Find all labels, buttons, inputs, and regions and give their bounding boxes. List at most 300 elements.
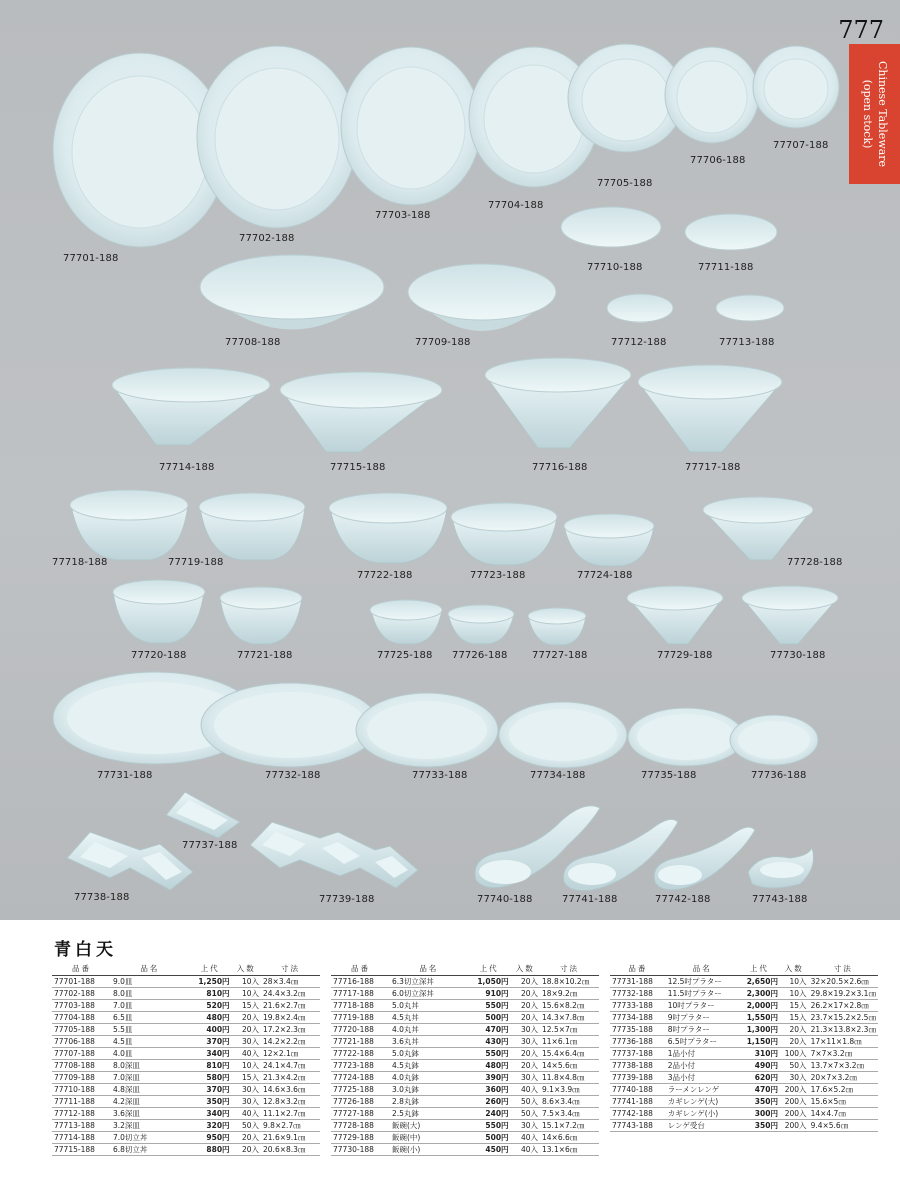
- item-dimensions: 21.6×9.1㎝: [261, 1132, 320, 1144]
- item-name: 4.0皿: [111, 1048, 189, 1060]
- bowl-77717: [638, 365, 782, 452]
- item-dimensions: 26.2×17×2.8㎝: [809, 1000, 878, 1012]
- bowl-77723: [451, 503, 557, 565]
- item-price: 340円: [189, 1048, 232, 1060]
- item-price: 620円: [739, 1072, 780, 1084]
- section-tab-line1: Chinese Tableware: [875, 60, 889, 168]
- table-row: [610, 1084, 878, 1096]
- item-code: 77743-188: [610, 1120, 666, 1132]
- item-quantity: 20入: [780, 1036, 809, 1048]
- item-price: 880円: [189, 1144, 232, 1156]
- item-dimensions: 20.6×8.3㎝: [261, 1144, 320, 1156]
- table-row: [52, 1108, 320, 1120]
- item-code: 77706-188: [52, 1036, 111, 1048]
- item-code: 77723-188: [331, 1060, 390, 1072]
- item-name: 11.5吋プラター: [666, 988, 739, 1000]
- item-name: 2品小付: [666, 1060, 739, 1072]
- table-row: [331, 1084, 599, 1096]
- item-name: 6.3切立深丼: [390, 976, 468, 988]
- item-quantity: 30入: [511, 1120, 540, 1132]
- series-title: 青白天: [54, 940, 117, 960]
- item-code: 77735-188: [610, 1024, 666, 1036]
- item-name: 7.0深皿: [111, 1072, 189, 1084]
- item-code: 77720-188: [331, 1024, 390, 1036]
- plate-77706: [665, 47, 759, 143]
- item-name: 7.0切立丼: [111, 1132, 189, 1144]
- column-header: 品名: [111, 962, 189, 976]
- bowl-77719: [199, 493, 305, 560]
- bowl-77724: [564, 514, 654, 566]
- item-name: 4.5皿: [111, 1036, 189, 1048]
- item-quantity: 10入: [232, 988, 261, 1000]
- table-row: [331, 1144, 599, 1156]
- plate-77702: [197, 46, 357, 228]
- table-row: [331, 976, 599, 988]
- product-label: 77729-188: [657, 650, 713, 661]
- item-dimensions: 21.3×13.8×2.3㎝: [809, 1024, 878, 1036]
- item-price: 1,150円: [739, 1036, 780, 1048]
- item-price: 480円: [468, 1060, 511, 1072]
- product-label: 77720-188: [131, 650, 187, 661]
- item-code: 77724-188: [331, 1072, 390, 1084]
- product-label: 77717-188: [685, 462, 741, 473]
- product-label: 77743-188: [752, 894, 808, 905]
- item-name: 6.5吋プラター: [666, 1036, 739, 1048]
- item-price: 2,300円: [739, 988, 780, 1000]
- section-tab-line2: (open stock): [860, 79, 874, 149]
- table-row: [52, 1084, 320, 1096]
- product-label: 77726-188: [452, 650, 508, 661]
- item-name: ラーメンレンゲ: [666, 1084, 739, 1096]
- item-quantity: 200入: [780, 1096, 809, 1108]
- column-header: 上代: [739, 962, 780, 976]
- product-label: 77708-188: [225, 337, 281, 348]
- item-code: 77701-188: [52, 976, 111, 988]
- product-label: 77731-188: [97, 770, 153, 781]
- item-dimensions: 24.4×3.2㎝: [261, 988, 320, 1000]
- item-quantity: 15入: [780, 1000, 809, 1012]
- item-code: 77739-188: [610, 1072, 666, 1084]
- bowl-77722: [329, 493, 447, 563]
- item-price: 340円: [189, 1108, 232, 1120]
- table-header-row: [331, 962, 599, 976]
- item-name: カギレンゲ(大): [666, 1096, 739, 1108]
- item-name: 8吋プラター: [666, 1024, 739, 1036]
- item-dimensions: 14×4.7㎝: [809, 1108, 878, 1120]
- item-price: 320円: [189, 1120, 232, 1132]
- dish-77737: [166, 792, 240, 838]
- item-dimensions: 15.6×8.2㎝: [540, 1000, 599, 1012]
- platter-77736: [730, 715, 818, 765]
- table-row: [331, 1060, 599, 1072]
- item-name: 3.2深皿: [111, 1120, 189, 1132]
- item-price: 400円: [189, 1024, 232, 1036]
- product-label: 77740-188: [477, 894, 533, 905]
- column-header: 寸法: [809, 962, 878, 976]
- item-dimensions: 24.1×4.7㎝: [261, 1060, 320, 1072]
- bowl-77725: [370, 600, 442, 644]
- item-dimensions: 17.6×5.2㎝: [809, 1084, 878, 1096]
- table-row: [610, 976, 878, 988]
- item-dimensions: 8.6×3.4㎝: [540, 1096, 599, 1108]
- table-row: [52, 988, 320, 1000]
- item-code: 77709-188: [52, 1072, 111, 1084]
- table-row: [331, 1108, 599, 1120]
- item-dimensions: 14.3×7.8㎝: [540, 1012, 599, 1024]
- product-label: 77713-188: [719, 337, 775, 348]
- item-quantity: 20入: [511, 988, 540, 1000]
- item-dimensions: 11.8×4.8㎝: [540, 1072, 599, 1084]
- item-dimensions: 15.4×6.4㎝: [540, 1048, 599, 1060]
- item-code: 77734-188: [610, 1012, 666, 1024]
- table-row: [331, 988, 599, 1000]
- item-price: 1,050円: [468, 976, 511, 988]
- item-code: 77738-188: [610, 1060, 666, 1072]
- item-quantity: 20入: [232, 1012, 261, 1024]
- table-row: [331, 1012, 599, 1024]
- item-name: 4.5丸鉢: [390, 1060, 468, 1072]
- rest-77743: [748, 848, 814, 888]
- column-header: 入数: [780, 962, 809, 976]
- bowl-77727: [528, 608, 586, 645]
- product-label: 77707-188: [773, 140, 829, 151]
- product-label: 77711-188: [698, 262, 754, 273]
- product-label: 77709-188: [415, 337, 471, 348]
- item-price: 2,000円: [739, 1000, 780, 1012]
- item-price: 1,300円: [739, 1024, 780, 1036]
- column-header: 上代: [189, 962, 232, 976]
- item-price: 580円: [189, 1072, 232, 1084]
- product-label: 77706-188: [690, 155, 746, 166]
- item-quantity: 30入: [780, 1072, 809, 1084]
- item-price: 370円: [189, 1084, 232, 1096]
- price-table-1: [52, 962, 320, 1156]
- item-dimensions: 15.6×5㎝: [809, 1096, 878, 1108]
- spoon-77742: [654, 827, 755, 890]
- item-dimensions: 14.6×3.6㎝: [261, 1084, 320, 1096]
- item-price: 550円: [468, 1048, 511, 1060]
- item-quantity: 30入: [232, 1096, 261, 1108]
- item-dimensions: 13.1×6㎝: [540, 1144, 599, 1156]
- table-row: [52, 1036, 320, 1048]
- item-dimensions: 9.8×2.7㎝: [261, 1120, 320, 1132]
- column-header: 寸法: [540, 962, 599, 976]
- table-row: [331, 1120, 599, 1132]
- item-dimensions: 15.1×7.2㎝: [540, 1120, 599, 1132]
- bowl-77721: [220, 587, 302, 644]
- product-label: 77712-188: [611, 337, 667, 348]
- item-code: 77715-188: [52, 1144, 111, 1156]
- item-code: 77736-188: [610, 1036, 666, 1048]
- item-quantity: 20入: [232, 1132, 261, 1144]
- item-code: 77730-188: [331, 1144, 390, 1156]
- item-code: 77742-188: [610, 1108, 666, 1120]
- item-quantity: 10入: [780, 976, 809, 988]
- deep-plate-77711: [685, 214, 777, 250]
- item-dimensions: 17.2×2.3㎝: [261, 1024, 320, 1036]
- item-price: 1,550円: [739, 1012, 780, 1024]
- item-name: 2.5丸鉢: [390, 1108, 468, 1120]
- item-price: 950円: [189, 1132, 232, 1144]
- item-code: 77722-188: [331, 1048, 390, 1060]
- item-code: 77727-188: [331, 1108, 390, 1120]
- item-quantity: 20入: [511, 1000, 540, 1012]
- table-row: [610, 1048, 878, 1060]
- table-row: [610, 1036, 878, 1048]
- item-dimensions: 12.5×7㎝: [540, 1024, 599, 1036]
- item-name: 4.5丸丼: [390, 1012, 468, 1024]
- deep-plate-77709: [408, 264, 556, 331]
- item-price: 470円: [468, 1024, 511, 1036]
- deep-plate-77710: [561, 207, 661, 248]
- item-dimensions: 11×6.1㎝: [540, 1036, 599, 1048]
- product-label: 77710-188: [587, 262, 643, 273]
- bowl-77730: [742, 586, 838, 644]
- bowl-77716: [485, 358, 632, 448]
- item-quantity: 50入: [511, 1096, 540, 1108]
- column-header: 寸法: [261, 962, 320, 976]
- item-dimensions: 32×20.5×2.6㎝: [809, 976, 878, 988]
- table-row: [52, 1144, 320, 1156]
- product-label: 77735-188: [641, 770, 697, 781]
- table-header-row: [610, 962, 878, 976]
- item-name: 9.0皿: [111, 976, 189, 988]
- item-price: 350円: [739, 1120, 780, 1132]
- product-label: 77705-188: [597, 178, 653, 189]
- item-name: 6.0切立深丼: [390, 988, 468, 1000]
- item-quantity: 20入: [780, 1024, 809, 1036]
- column-header: 品名: [390, 962, 468, 976]
- item-price: 910円: [468, 988, 511, 1000]
- product-label: 77715-188: [330, 462, 386, 473]
- item-name: 飯碗(大): [390, 1120, 468, 1132]
- dish-77738: [67, 832, 193, 890]
- table-row: [331, 1096, 599, 1108]
- product-label: 77741-188: [562, 894, 618, 905]
- bowl-77714: [112, 368, 270, 445]
- column-header: 品名: [666, 962, 739, 976]
- item-quantity: 20入: [511, 976, 540, 988]
- item-dimensions: 19.8×2.4㎝: [261, 1012, 320, 1024]
- item-name: 4.0丸丼: [390, 1024, 468, 1036]
- item-quantity: 40入: [511, 1084, 540, 1096]
- item-code: 77733-188: [610, 1000, 666, 1012]
- column-header: 上代: [468, 962, 511, 976]
- item-quantity: 40入: [232, 1108, 261, 1120]
- bowl-77728: [703, 497, 813, 560]
- item-code: 77740-188: [610, 1084, 666, 1096]
- product-label: 77730-188: [770, 650, 826, 661]
- table-row: [610, 1072, 878, 1084]
- item-code: 77703-188: [52, 1000, 111, 1012]
- item-quantity: 20入: [511, 1048, 540, 1060]
- item-code: 77717-188: [331, 988, 390, 1000]
- dish-77739: [250, 822, 418, 888]
- item-quantity: 15入: [232, 1000, 261, 1012]
- item-name: 6.8切立丼: [111, 1144, 189, 1156]
- price-table-3: [610, 962, 878, 1132]
- item-code: 77713-188: [52, 1120, 111, 1132]
- table-row: [52, 1060, 320, 1072]
- item-quantity: 30入: [511, 1036, 540, 1048]
- item-dimensions: 23.7×15.2×2.5㎝: [809, 1012, 878, 1024]
- item-price: 310円: [739, 1048, 780, 1060]
- item-price: 450円: [468, 1144, 511, 1156]
- item-name: 4.0丸鉢: [390, 1072, 468, 1084]
- table-row: [52, 1132, 320, 1144]
- product-label: 77737-188: [182, 840, 238, 851]
- product-label: 77736-188: [751, 770, 807, 781]
- product-label: 77719-188: [168, 557, 224, 568]
- item-name: 6.5皿: [111, 1012, 189, 1024]
- platter-77735: [628, 708, 744, 766]
- product-label: 77742-188: [655, 894, 711, 905]
- item-name: 4.8深皿: [111, 1084, 189, 1096]
- platter-77734: [499, 702, 627, 768]
- item-dimensions: 12×2.1㎝: [261, 1048, 320, 1060]
- item-code: 77716-188: [331, 976, 390, 988]
- item-dimensions: 7.5×3.4㎝: [540, 1108, 599, 1120]
- table-row: [610, 1000, 878, 1012]
- item-name: 飯碗(小): [390, 1144, 468, 1156]
- item-code: 77731-188: [610, 976, 666, 988]
- column-header: 品番: [331, 962, 390, 976]
- item-code: 77711-188: [52, 1096, 111, 1108]
- item-quantity: 15入: [232, 1072, 261, 1084]
- item-quantity: 100入: [780, 1048, 809, 1060]
- item-name: 3.0丸鉢: [390, 1084, 468, 1096]
- product-label: 77734-188: [530, 770, 586, 781]
- item-quantity: 30入: [511, 1072, 540, 1084]
- item-name: 4.2深皿: [111, 1096, 189, 1108]
- item-dimensions: 11.1×2.7㎝: [261, 1108, 320, 1120]
- table-row: [331, 1024, 599, 1036]
- platter-77732: [201, 683, 379, 767]
- product-label: 77739-188: [319, 894, 375, 905]
- item-dimensions: 14.2×2.2㎝: [261, 1036, 320, 1048]
- item-code: 77728-188: [331, 1120, 390, 1132]
- item-dimensions: 18.8×10.2㎝: [540, 976, 599, 988]
- table-row: [52, 1012, 320, 1024]
- table-row: [52, 1048, 320, 1060]
- bowl-77726: [448, 605, 514, 644]
- table-row: [610, 1120, 878, 1132]
- table-row: [52, 1120, 320, 1132]
- item-code: 77702-188: [52, 988, 111, 1000]
- item-price: 480円: [189, 1012, 232, 1024]
- product-label: 77714-188: [159, 462, 215, 473]
- item-dimensions: 9.1×3.9㎝: [540, 1084, 599, 1096]
- item-quantity: 10入: [232, 1060, 261, 1072]
- item-name: 3品小付: [666, 1072, 739, 1084]
- item-quantity: 50入: [511, 1108, 540, 1120]
- item-code: 77737-188: [610, 1048, 666, 1060]
- item-price: 370円: [189, 1036, 232, 1048]
- item-dimensions: 9.4×5.6㎝: [809, 1120, 878, 1132]
- product-label: 77733-188: [412, 770, 468, 781]
- item-price: 350円: [739, 1096, 780, 1108]
- item-price: 390円: [468, 1072, 511, 1084]
- item-price: 470円: [739, 1084, 780, 1096]
- product-label: 77718-188: [52, 557, 108, 568]
- item-dimensions: 13.7×7×3.2㎝: [809, 1060, 878, 1072]
- item-price: 520円: [189, 1000, 232, 1012]
- item-name: 10吋プラター: [666, 1000, 739, 1012]
- item-price: 360円: [468, 1084, 511, 1096]
- item-quantity: 10入: [232, 976, 261, 988]
- product-label: 77722-188: [357, 570, 413, 581]
- product-label: 77716-188: [532, 462, 588, 473]
- deep-plate-77713: [716, 295, 784, 321]
- item-name: 飯碗(中): [390, 1132, 468, 1144]
- item-name: 5.0丸丼: [390, 1000, 468, 1012]
- item-price: 1,250円: [189, 976, 232, 988]
- table-row: [52, 976, 320, 988]
- item-quantity: 200入: [780, 1084, 809, 1096]
- table-row: [610, 1060, 878, 1072]
- item-code: 77710-188: [52, 1084, 111, 1096]
- item-dimensions: 14×5.6㎝: [540, 1060, 599, 1072]
- item-price: 550円: [468, 1120, 511, 1132]
- table-row: [52, 1024, 320, 1036]
- item-quantity: 30入: [232, 1084, 261, 1096]
- product-label: 77738-188: [74, 892, 130, 903]
- item-code: 77704-188: [52, 1012, 111, 1024]
- product-label: 77732-188: [265, 770, 321, 781]
- table-row: [331, 1132, 599, 1144]
- column-header: 入数: [232, 962, 261, 976]
- item-quantity: 30入: [511, 1024, 540, 1036]
- item-dimensions: 18×9.2㎝: [540, 988, 599, 1000]
- section-tab: [849, 44, 900, 184]
- item-code: 77732-188: [610, 988, 666, 1000]
- item-dimensions: 29.8×19.2×3.1㎝: [809, 988, 878, 1000]
- item-name: 3.6丸丼: [390, 1036, 468, 1048]
- price-table-2: [331, 962, 599, 1156]
- product-label: 77724-188: [577, 570, 633, 581]
- item-price: 430円: [468, 1036, 511, 1048]
- item-code: 77726-188: [331, 1096, 390, 1108]
- item-dimensions: 20×7×3.2㎝: [809, 1072, 878, 1084]
- item-name: 12.5吋プラター: [666, 976, 739, 988]
- table-row: [331, 1048, 599, 1060]
- item-quantity: 200入: [780, 1108, 809, 1120]
- page-number: 777: [838, 16, 884, 44]
- item-quantity: 20入: [511, 1060, 540, 1072]
- table-row: [610, 1096, 878, 1108]
- item-price: 550円: [468, 1000, 511, 1012]
- item-name: 3.6深皿: [111, 1108, 189, 1120]
- item-quantity: 40入: [511, 1144, 540, 1156]
- item-dimensions: 14×6.6㎝: [540, 1132, 599, 1144]
- item-price: 490円: [739, 1060, 780, 1072]
- table-row: [52, 1096, 320, 1108]
- item-code: 77729-188: [331, 1132, 390, 1144]
- item-dimensions: 21.6×2.7㎝: [261, 1000, 320, 1012]
- item-name: 8.0深皿: [111, 1060, 189, 1072]
- item-code: 77725-188: [331, 1084, 390, 1096]
- table-row: [331, 1036, 599, 1048]
- item-quantity: 15入: [780, 1012, 809, 1024]
- item-dimensions: 28×3.4㎝: [261, 976, 320, 988]
- item-code: 77719-188: [331, 1012, 390, 1024]
- table-row: [52, 1000, 320, 1012]
- item-price: 810円: [189, 988, 232, 1000]
- table-header-row: [52, 962, 320, 976]
- table-row: [610, 1012, 878, 1024]
- item-name: 1品小付: [666, 1048, 739, 1060]
- table-row: [52, 1072, 320, 1084]
